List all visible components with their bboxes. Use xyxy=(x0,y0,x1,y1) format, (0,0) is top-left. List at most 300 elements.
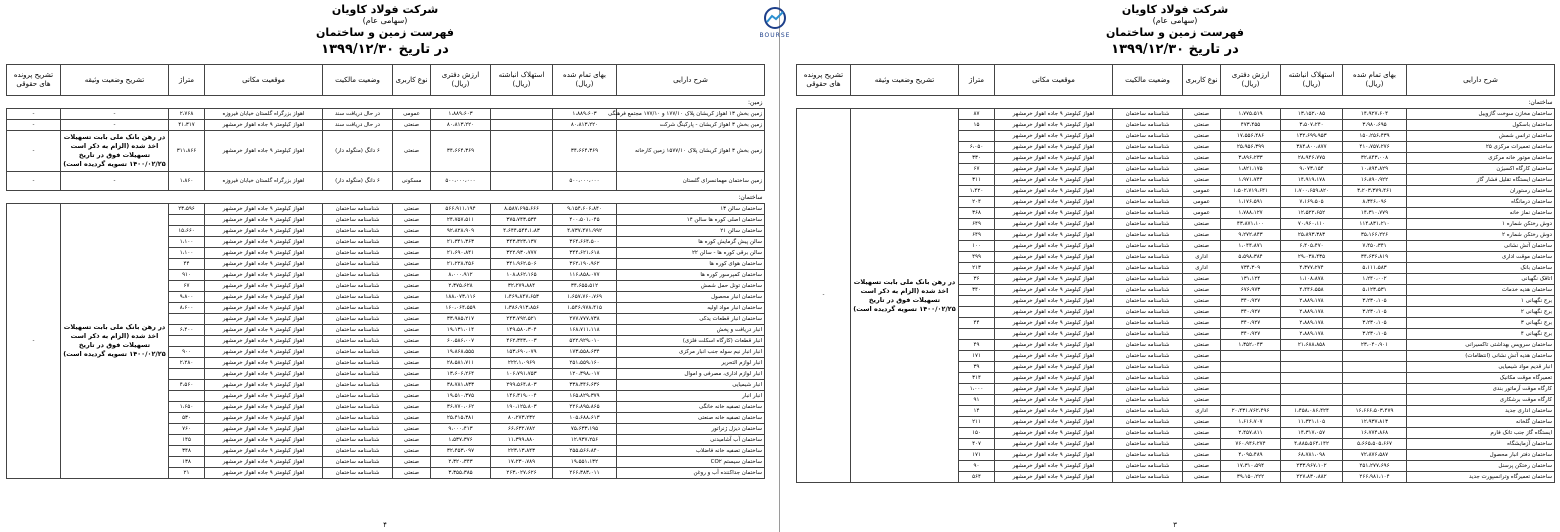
total-cost: ۱۶،۷۷۴،۸۶۸ xyxy=(1343,428,1407,439)
accumulated-depreciation: ۱۱،۳۹۹،۸۸۰ xyxy=(491,435,553,446)
area: ۱۴۵ xyxy=(169,435,205,446)
location: اهواز کیلومتر ۹ جاده اهواز خرمشهر xyxy=(205,424,323,435)
area xyxy=(169,336,205,347)
ownership-status: شناسنامه ساختمان xyxy=(1113,428,1183,439)
location: اهواز کیلومتر ۹ جاده اهواز خرمشهر xyxy=(995,329,1113,340)
book-value xyxy=(1221,351,1281,362)
usage-type: صنعتی xyxy=(393,358,431,369)
area xyxy=(959,329,995,340)
book-value: ۱۸۸،۰۷۳،۱۱۶ xyxy=(431,292,491,303)
total-cost: ۱۲۰،۳۹۸،۰۱۷ xyxy=(553,369,617,380)
usage-type: صنعتی xyxy=(393,303,431,314)
asset-description: ساختمان مخازن سوخت گازوییل xyxy=(1407,109,1555,120)
total-cost xyxy=(1343,384,1407,395)
accumulated-depreciation: ۱۳۲،۶۹۹،۹۵۳ xyxy=(1281,131,1343,142)
accumulated-depreciation: ۴،۳۷۷،۲۷۴ xyxy=(1281,263,1343,274)
area: ۷۶۰ xyxy=(169,424,205,435)
bourse-logo xyxy=(757,6,793,40)
book-value: ۲،۳۲۰،۳۴۳ xyxy=(431,457,491,468)
total-cost: ۳،۲۳۰،۱۰۵ xyxy=(1343,318,1407,329)
usage-type: صنعتی xyxy=(1183,472,1221,483)
location: اهواز کیلومتر ۹ جاده اهواز خرمشهر xyxy=(995,274,1113,285)
book-value: ۳۴،۶۶۴،۳۶۹ xyxy=(431,131,491,172)
area: ۹۱۰ xyxy=(169,270,205,281)
col-collateral: تشریح وضعیت وثیقه xyxy=(61,65,169,96)
total-cost: ۱۶۵،۸۲۹،۳۷۹ xyxy=(553,391,617,402)
asset-description: ساختمان سالن ۲۱ xyxy=(617,226,765,237)
asset-description: کارگاه موقت برشکاری xyxy=(1407,395,1555,406)
total-cost: ۲۳،۰۴۰،۹۰۱ xyxy=(1343,340,1407,351)
total-cost: ۵،۱۱۱،۵۸۳ xyxy=(1343,263,1407,274)
asset-description: ساختمان ایستگاه تقلیل فشار گاز xyxy=(1407,175,1555,186)
asset-description: انبار انبار xyxy=(617,391,765,402)
accumulated-depreciation: ۸۰،۲۷۳،۲۳۲ xyxy=(491,413,553,424)
table-row xyxy=(797,109,1555,120)
book-value: ۶۷۶،۹۷۳ xyxy=(1221,285,1281,296)
col-ownership: وضعیت مالکیت xyxy=(323,65,393,96)
book-value: ۴،۰۹۵،۴۸۹ xyxy=(1221,450,1281,461)
ownership-status: شناسنامه ساختمان xyxy=(1113,241,1183,252)
asset-description: ساختمان انبار قطعات یدکی xyxy=(617,314,765,325)
asset-description: زمین بخش ۳ اهواز کریشان پلاک ۱۵۷۷/۱۰ زمین کارخانه xyxy=(617,131,765,172)
area: ۹۰ xyxy=(959,461,995,472)
usage-type: صنعتی xyxy=(393,314,431,325)
asset-description: ساختمان تعمیرات مرکزی ۲۵ xyxy=(1407,142,1555,153)
book-value: ۲۱،۶۹۰،۸۴۱ xyxy=(431,248,491,259)
accumulated-depreciation: ۲۹،۰۳۸،۴۳۵ xyxy=(1281,252,1343,263)
location: اهواز کیلومتر ۹ جاده اهواز خرمشهر xyxy=(995,208,1113,219)
area xyxy=(959,131,995,142)
company-type: (سهامی عام) xyxy=(1152,16,1198,25)
total-cost: ۱،۵۴۶،۹۷۸،۴۱۵ xyxy=(553,303,617,314)
location: اهواز کیلومتر ۹ جاده اهواز خرمشهر xyxy=(995,120,1113,131)
location: اهواز کیلومتر ۹ جاده اهواز خرمشهر xyxy=(205,446,323,457)
location: اهواز بزرگراه گلستان خیابان فیروزه xyxy=(205,172,323,191)
usage-type: صنعتی xyxy=(393,369,431,380)
ownership-status: شناسنامه ساختمان xyxy=(1113,472,1183,483)
accumulated-depreciation xyxy=(491,131,553,172)
accumulated-depreciation: ۲،۸۸۹،۱۷۸ xyxy=(1281,329,1343,340)
area: ۱۵،۶۶۰ xyxy=(169,226,205,237)
book-value: ۷۶۰،۹۴۶،۲۷۴ xyxy=(1221,439,1281,450)
area xyxy=(169,314,205,325)
asset-description: ساختمان کارگاه اکسیژن xyxy=(1407,164,1555,175)
ownership-status: شناسنامه ساختمان xyxy=(1113,252,1183,263)
logo-text: BOURSE xyxy=(759,32,791,39)
asset-description: ساختمان ترانس شمش xyxy=(1407,131,1555,142)
accumulated-depreciation: ۲،۸۸۹،۱۷۸ xyxy=(1281,318,1343,329)
accumulated-depreciation: ۱،۷۰۰،۶۵۹،۸۲۰ xyxy=(1281,186,1343,197)
total-cost: ۲۵۱،۲۷۷،۶۹۶ xyxy=(1343,461,1407,472)
location: اهواز کیلومتر ۹ جاده اهواز خرمشهر xyxy=(205,468,323,479)
book-value xyxy=(1221,362,1281,373)
asset-description: ساختمان تصفیه خانه صنعتی xyxy=(617,413,765,424)
ownership-status: شناسنامه ساختمان xyxy=(1113,263,1183,274)
location: اهواز کیلومتر ۹ جاده اهواز خرمشهر xyxy=(205,380,323,391)
total-cost: ۳۵،۱۶۶،۲۲۶ xyxy=(1343,230,1407,241)
ownership-status: شناسنامه ساختمان xyxy=(323,380,393,391)
usage-type: صنعتی xyxy=(1183,131,1221,142)
asset-description: برج نگهبانی ۲ xyxy=(1407,307,1555,318)
total-cost: ۳۲،۸۴۳،۰۰۸ xyxy=(1343,153,1407,164)
total-cost: ۷،۴۵۰،۳۴۱ xyxy=(1343,241,1407,252)
book-value: ۲۸،۵۸۱،۷۱۱ xyxy=(431,358,491,369)
location: اهواز کیلومتر ۹ جاده اهواز خرمشهر xyxy=(205,204,323,215)
usage-type: صنعتی xyxy=(393,270,431,281)
accumulated-depreciation: ۲۱،۶۸۸،۸۵۸ xyxy=(1281,340,1343,351)
book-value: ۲۵،۹۵۶،۳۹۹ xyxy=(1221,142,1281,153)
location: اهواز کیلومتر ۹ جاده اهواز خرمشهر xyxy=(995,296,1113,307)
asset-description: برج نگهبانی ۴ xyxy=(1407,329,1555,340)
asset-description: ساختمان دیزل ژنراتور xyxy=(617,424,765,435)
asset-description: ساختمان آتش نشانی xyxy=(1407,241,1555,252)
total-cost xyxy=(1343,373,1407,384)
area: ۱۵۰ xyxy=(959,428,995,439)
usage-type: صنعتی xyxy=(393,120,431,131)
table-row xyxy=(7,109,765,120)
usage-type: اداری xyxy=(1183,263,1221,274)
usage-type: صنعتی xyxy=(393,435,431,446)
collateral: - xyxy=(61,109,169,120)
area: ۹۰۰ xyxy=(169,347,205,358)
ownership-status: شناسنامه ساختمان xyxy=(323,347,393,358)
location: اهواز کیلومتر ۹ جاده اهواز خرمشهر xyxy=(995,285,1113,296)
asset-description: ساختمان رختکن پرسنل xyxy=(1407,461,1555,472)
ownership-status: شناسنامه ساختمان xyxy=(1113,142,1183,153)
area: ۱۵ xyxy=(959,120,995,131)
book-value: ۹۲،۸۲۸،۹۰۹ xyxy=(431,226,491,237)
ownership-status: شناسنامه ساختمان xyxy=(323,259,393,270)
asset-description: زمین بخش ۳ اهواز کریشان - پارکینگ شرکت xyxy=(617,120,765,131)
usage-type: صنعتی xyxy=(1183,307,1221,318)
usage-type: صنعتی xyxy=(1183,285,1221,296)
total-cost: ۱۷۳،۵۵۸،۶۳۴ xyxy=(553,347,617,358)
usage-type: عمومی xyxy=(1183,186,1221,197)
ownership-status: شناسنامه ساختمان xyxy=(1113,109,1183,120)
accumulated-depreciation: ۱۲،۵۲۲،۶۵۲ xyxy=(1281,208,1343,219)
col-collateral: تشریح وضعیت وثیقه xyxy=(851,65,959,96)
total-cost: ۳،۲۰۳،۳۷۹،۴۶۱ xyxy=(1343,186,1407,197)
book-value xyxy=(1221,395,1281,406)
book-value: ۳،۸۹۶،۲۳۳ xyxy=(1221,153,1281,164)
accumulated-depreciation: ۴،۸۸۵،۵۶۴،۱۴۲ xyxy=(1281,439,1343,450)
asset-description: انبار قطعات (کارگاه اسکلت فلزی) xyxy=(617,336,765,347)
accumulated-depreciation: ۲،۸۸۹،۱۷۸ xyxy=(1281,296,1343,307)
total-cost: ۳۶۲،۱۹۰،۹۶۲ xyxy=(553,259,617,270)
book-value: ۵،۵۹۸،۳۸۴ xyxy=(1221,252,1281,263)
ownership-status: شناسنامه ساختمان xyxy=(323,336,393,347)
accumulated-depreciation: ۲۸،۹۴۶،۷۷۵ xyxy=(1281,153,1343,164)
area: ۶،۰۵۰ xyxy=(959,142,995,153)
asset-description: ساختمان هدیه خدمات xyxy=(1407,285,1555,296)
asset-description: ساختمان آزمایشگاه xyxy=(1407,439,1555,450)
total-cost: ۳۳۸،۳۴۶،۶۳۶ xyxy=(553,380,617,391)
location: اهواز کیلومتر ۹ جاده اهواز خرمشهر xyxy=(995,373,1113,384)
accumulated-depreciation: ۳،۵۰۷،۲۴۰ xyxy=(1281,120,1343,131)
location: اهواز کیلومتر ۹ جاده اهواز خرمشهر xyxy=(995,461,1113,472)
inventory-title: فهرست زمین و ساختمان xyxy=(316,26,454,39)
book-value: ۲،۴۵۷،۸۱۱ xyxy=(1221,428,1281,439)
location: اهواز کیلومتر ۹ جاده اهواز خرمشهر xyxy=(995,395,1113,406)
usage-type: صنعتی xyxy=(393,131,431,172)
col-usage-type: نوع کاربری xyxy=(1183,65,1221,96)
col-accumulated-depreciation: استهلاک انباشته (ریال) xyxy=(1281,65,1343,96)
asset-description: ساختمان اداری جدید xyxy=(1407,406,1555,417)
usage-type: صنعتی xyxy=(393,402,431,413)
location: اهواز کیلومتر ۹ جاده اهواز خرمشهر xyxy=(205,347,323,358)
ownership-status: شناسنامه ساختمان xyxy=(323,435,393,446)
usage-type: صنعتی xyxy=(1183,351,1221,362)
total-cost: ۳۴،۶۳۶،۸۱۹ xyxy=(1343,252,1407,263)
usage-type: صنعتی xyxy=(1183,450,1221,461)
ownership-status: شناسنامه ساختمان xyxy=(1113,219,1183,230)
table-header-row xyxy=(797,65,1555,96)
page-number: ۴ xyxy=(383,521,387,529)
accumulated-depreciation: ۲۹۹،۵۶۴،۸۰۳ xyxy=(491,380,553,391)
company-type: (سهامی عام) xyxy=(362,16,408,25)
book-value: ۱۶۰،۰۶۴،۵۵۹ xyxy=(431,303,491,314)
book-value: ۲۰،۴۳۱،۷۶۲،۴۹۶ xyxy=(1221,406,1281,417)
asset-description: انبار لوازم اداری، مصرفی و اموال xyxy=(617,369,765,380)
ownership-status: شناسنامه ساختمان xyxy=(323,237,393,248)
inventory-title: فهرست زمین و ساختمان xyxy=(1106,26,1244,39)
book-value: ۱،۶۱۶،۷۰۷ xyxy=(1221,417,1281,428)
location: اهواز کیلومتر ۹ جاده اهواز خرمشهر xyxy=(995,362,1113,373)
ownership-status: شناسنامه ساختمان xyxy=(1113,329,1183,340)
asset-description: ساختمان تصفیه خانه خانگی xyxy=(617,402,765,413)
location: اهواز کیلومتر ۹ جاده اهواز خرمشهر xyxy=(995,351,1113,362)
location: اهواز کیلومتر ۹ جاده اهواز خرمشهر xyxy=(995,219,1113,230)
ownership-status: شناسنامه ساختمان xyxy=(1113,362,1183,373)
right-page xyxy=(790,0,1560,532)
collateral: در رهن بانک ملی بابت تسهیلات اخذ شده (الزام به ذکر است تسهیلات فوق در تاریخ ۱۴۰۰/۰۲/۲۵ تسویه گردیده است) xyxy=(61,131,169,172)
book-value: ۱۳۱،۱۲۴ xyxy=(1221,274,1281,285)
company-name: شرکت فولاد کاویان xyxy=(1121,3,1229,16)
area: ۱،۱۰۰ xyxy=(169,248,205,259)
ownership-status: شناسنامه ساختمان xyxy=(323,457,393,468)
book-value: ۸،۰۰۰،۹۱۲ xyxy=(431,270,491,281)
book-value: ۴۷۳،۴۵۵ xyxy=(1221,120,1281,131)
area: ۴۴ xyxy=(169,259,205,270)
page-number: ۳ xyxy=(1173,521,1177,529)
area: ۴،۵۶۰ xyxy=(169,380,205,391)
col-area: متراژ xyxy=(959,65,995,96)
ownership-status: شناسنامه ساختمان xyxy=(1113,406,1183,417)
ownership-status: شناسنامه ساختمان xyxy=(323,413,393,424)
total-cost: ۵۲۲،۹۲۹،۰۱۰ xyxy=(553,336,617,347)
total-cost: ۵۰۰،۰۰۰،۰۰۰ xyxy=(553,172,617,191)
ownership-status: شناسنامه ساختمان xyxy=(1113,318,1183,329)
area: ۴۹ xyxy=(959,340,995,351)
area: ۱،۰۰۰ xyxy=(959,384,995,395)
book-value: ۱،۵۰۲،۷۱۹،۶۴۱ xyxy=(1221,186,1281,197)
total-cost: ۱۵۰،۲۵۶،۴۳۹ xyxy=(1343,131,1407,142)
usage-type: صنعتی xyxy=(1183,274,1221,285)
asset-description: ساختمان تصفیه خانه فاضلاب xyxy=(617,446,765,457)
area: ۳۶۸ xyxy=(959,208,995,219)
area: ۹۱ xyxy=(959,395,995,406)
accumulated-depreciation: ۱۱،۳۲۱،۱۰۵ xyxy=(1281,417,1343,428)
asset-description: سالن برقی کوره ها - سالن ۲۲ xyxy=(617,248,765,259)
usage-type: صنعتی xyxy=(1183,384,1221,395)
usage-type: صنعتی xyxy=(393,226,431,237)
asset-description: کارگاه موقت آرماتور بندی xyxy=(1407,384,1555,395)
ownership-status: شناسنامه ساختمان xyxy=(323,270,393,281)
accumulated-depreciation: ۴۶۲،۳۴۳،۰۰۳ xyxy=(491,336,553,347)
usage-type: اداری xyxy=(1183,406,1221,417)
location: اهواز کیلومتر ۹ جاده اهواز خرمشهر xyxy=(205,391,323,402)
area: ۱۳۸ xyxy=(169,457,205,468)
total-cost: ۳،۲۳۰،۱۰۵ xyxy=(1343,296,1407,307)
area xyxy=(959,296,995,307)
book-value: ۱،۱۷۶،۵۹۱ xyxy=(1221,197,1281,208)
book-value: ۱۹،۱۳۱،۰۱۴ xyxy=(431,325,491,336)
area: ۲۰۴ xyxy=(959,197,995,208)
company-name: شرکت فولاد کاویان xyxy=(331,3,439,16)
total-cost: ۲۶۶،۹۸۱،۱۰۴ xyxy=(1343,472,1407,483)
asset-table-right xyxy=(796,64,1555,483)
asset-description: انبار انبار نیم سوله جنب انبار مرکزی xyxy=(617,347,765,358)
total-cost: ۴۱۰،۷۵۷،۲۷۶ xyxy=(1343,142,1407,153)
usage-type: صنعتی xyxy=(393,281,431,292)
area xyxy=(959,307,995,318)
area: ۵۶۴ xyxy=(959,472,995,483)
location: اهواز کیلومتر ۹ جاده اهواز خرمشهر xyxy=(205,226,323,237)
legal-case: - xyxy=(7,131,61,172)
ownership-status: شناسنامه ساختمان xyxy=(323,226,393,237)
book-value: ۱،۳۵۲،۰۴۳ xyxy=(1221,340,1281,351)
accumulated-depreciation xyxy=(491,172,553,191)
accumulated-depreciation: ۴،۴۴۶،۵۵۸ xyxy=(1281,285,1343,296)
usage-type: صنعتی xyxy=(393,215,431,226)
total-cost: ۱۶۸،۷۱۱،۱۱۸ xyxy=(553,325,617,336)
book-value: ۱۳،۶۰۶،۲۶۴ xyxy=(431,369,491,380)
usage-type: صنعتی xyxy=(1183,439,1221,450)
location: اهواز کیلومتر ۹ جاده اهواز خرمشهر xyxy=(205,120,323,131)
total-cost: ۷۵،۶۳۳،۱۹۵ xyxy=(553,424,617,435)
asset-description: ساختمان جداکننده آب و روغن xyxy=(617,468,765,479)
col-legal-case: تشریح پرونده های حقوقی xyxy=(7,65,61,96)
total-cost: ۱۴،۳۱۰،۷۷۹ xyxy=(1343,208,1407,219)
usage-type: صنعتی xyxy=(1183,120,1221,131)
bourse-logo-icon xyxy=(757,6,793,32)
table-row xyxy=(7,131,765,172)
ownership-status: شناسنامه ساختمان xyxy=(1113,395,1183,406)
book-value: ۲۴،۷۵۷،۵۱۱ xyxy=(431,215,491,226)
usage-type: صنعتی xyxy=(393,391,431,402)
total-cost: ۵،۱۲۳،۵۳۱ xyxy=(1343,285,1407,296)
collateral: - xyxy=(61,120,169,131)
asset-description: تعمیرگاه موقت مکانیک xyxy=(1407,373,1555,384)
asset-description: اتاقک نگهبانی xyxy=(1407,274,1555,285)
area: ۱۷۱ xyxy=(959,351,995,362)
accumulated-depreciation: ۱۰۶،۷۹۱،۷۵۳ xyxy=(491,369,553,380)
ownership-status: شناسنامه ساختمان xyxy=(1113,384,1183,395)
ownership-status: شناسنامه ساختمان xyxy=(323,468,393,479)
total-cost: ۳۶۴،۶۶۴،۵۰۰ xyxy=(553,237,617,248)
asset-description: زمین ساختمان مهمانسرای گلستان xyxy=(617,172,765,191)
accumulated-depreciation xyxy=(1281,384,1343,395)
location: اهواز کیلومتر ۹ جاده اهواز خرمشهر xyxy=(205,270,323,281)
accumulated-depreciation xyxy=(491,109,553,120)
ownership-status: ۶ دانگ (منگوله دار) xyxy=(323,172,393,191)
legal-case: - xyxy=(7,172,61,191)
collateral: در رهن بانک ملی بابت تسهیلات اخذ شده (الزام به ذکر است تسهیلات فوق در تاریخ ۱۴۰۰/۰۲/۲۵ تسویه گردیده است) xyxy=(61,204,169,479)
asset-description: ساختمان آب آشامیدنی xyxy=(617,435,765,446)
asset-description: ساختمان انبار محصول xyxy=(617,292,765,303)
total-cost: ۱۱۴،۸۳۱،۲۱۰ xyxy=(1343,219,1407,230)
section-title: زمین: xyxy=(747,98,763,106)
usage-type: صنعتی xyxy=(1183,175,1221,186)
location: اهواز کیلومتر ۹ جاده اهواز خرمشهر xyxy=(205,325,323,336)
usage-type: صنعتی xyxy=(1183,109,1221,120)
usage-type: صنعتی xyxy=(1183,318,1221,329)
ownership-status: شناسنامه ساختمان xyxy=(1113,230,1183,241)
ownership-status: شناسنامه ساختمان xyxy=(323,215,393,226)
asset-description: ساختمان باسکول xyxy=(1407,120,1555,131)
total-cost: ۸۰،۸۱۳،۲۲۰ xyxy=(553,120,617,131)
location: اهواز کیلومتر ۹ جاده اهواز خرمشهر xyxy=(205,292,323,303)
accumulated-depreciation: ۳۴۱،۹۶۲،۵۰۶ xyxy=(491,259,553,270)
location: اهواز کیلومتر ۹ جاده اهواز خرمشهر xyxy=(995,241,1113,252)
usage-type: صنعتی xyxy=(1183,164,1221,175)
area: ۴۹۹ xyxy=(959,252,995,263)
location: اهواز کیلومتر ۹ جاده اهواز خرمشهر xyxy=(995,164,1113,175)
usage-type: صنعتی xyxy=(1183,230,1221,241)
book-value: ۱۷،۳۱۰،۵۹۴ xyxy=(1221,461,1281,472)
ownership-status: شناسنامه ساختمان xyxy=(1113,153,1183,164)
total-cost: ۳،۲۳۰،۱۰۵ xyxy=(1343,329,1407,340)
ownership-status: شناسنامه ساختمان xyxy=(323,292,393,303)
book-value: ۱،۷۸۸،۱۲۷ xyxy=(1221,208,1281,219)
ownership-status: شناسنامه ساختمان xyxy=(1113,351,1183,362)
area xyxy=(169,369,205,380)
asset-description: ساختمان سیستم CO۲ xyxy=(617,457,765,468)
usage-type: صنعتی xyxy=(393,457,431,468)
ownership-status: شناسنامه ساختمان xyxy=(323,314,393,325)
book-value: ۳۸،۷۸۱،۸۳۳ xyxy=(431,380,491,391)
book-value: ۱،۸۲۱،۱۷۵ xyxy=(1221,164,1281,175)
location: اهواز کیلومتر ۹ جاده اهواز خرمشهر xyxy=(995,131,1113,142)
asset-description: انبار شیمیایی xyxy=(617,380,765,391)
location: اهواز کیلومتر ۹ جاده اهواز خرمشهر xyxy=(995,450,1113,461)
area: ۸،۶۰۰ xyxy=(169,303,205,314)
accumulated-depreciation: ۱۳،۱۵۲،۰۸۵ xyxy=(1281,109,1343,120)
ownership-status: شناسنامه ساختمان xyxy=(1113,417,1183,428)
accumulated-depreciation: ۲۶۳،۰۲۷،۶۲۶ xyxy=(491,468,553,479)
book-value: ۳۶،۷۷۰،۰۶۲ xyxy=(431,402,491,413)
usage-type: صنعتی xyxy=(393,468,431,479)
usage-type: صنعتی xyxy=(1183,241,1221,252)
total-cost: ۲۶۶،۳۸۳،۰۱۱ xyxy=(553,468,617,479)
location: اهواز کیلومتر ۹ جاده اهواز خرمشهر xyxy=(205,402,323,413)
ownership-status: شناسنامه ساختمان xyxy=(1113,296,1183,307)
book-value: ۲۵،۴۱۵،۳۸۱ xyxy=(431,413,491,424)
book-value: ۱۷،۵۵۶،۴۸۶ xyxy=(1221,131,1281,142)
total-cost: ۲۷۷،۷۷۷،۷۳۸ xyxy=(553,314,617,325)
location: اهواز کیلومتر ۹ جاده اهواز خرمشهر xyxy=(995,153,1113,164)
area: ۶۴۹ xyxy=(959,219,995,230)
location: اهواز کیلومتر ۹ جاده اهواز خرمشهر xyxy=(205,457,323,468)
legal-case: - xyxy=(7,109,61,120)
location: اهواز کیلومتر ۹ جاده اهواز خرمشهر xyxy=(995,175,1113,186)
area: ۳۹ xyxy=(959,362,995,373)
usage-type: صنعتی xyxy=(1183,329,1221,340)
location: اهواز کیلومتر ۹ جاده اهواز خرمشهر xyxy=(205,314,323,325)
location: اهواز کیلومتر ۹ جاده اهواز خرمشهر xyxy=(205,369,323,380)
accumulated-depreciation: ۱،۳۸۶،۹۱۳،۸۵۶ xyxy=(491,303,553,314)
location: اهواز کیلومتر ۹ جاده اهواز خرمشهر xyxy=(995,384,1113,395)
